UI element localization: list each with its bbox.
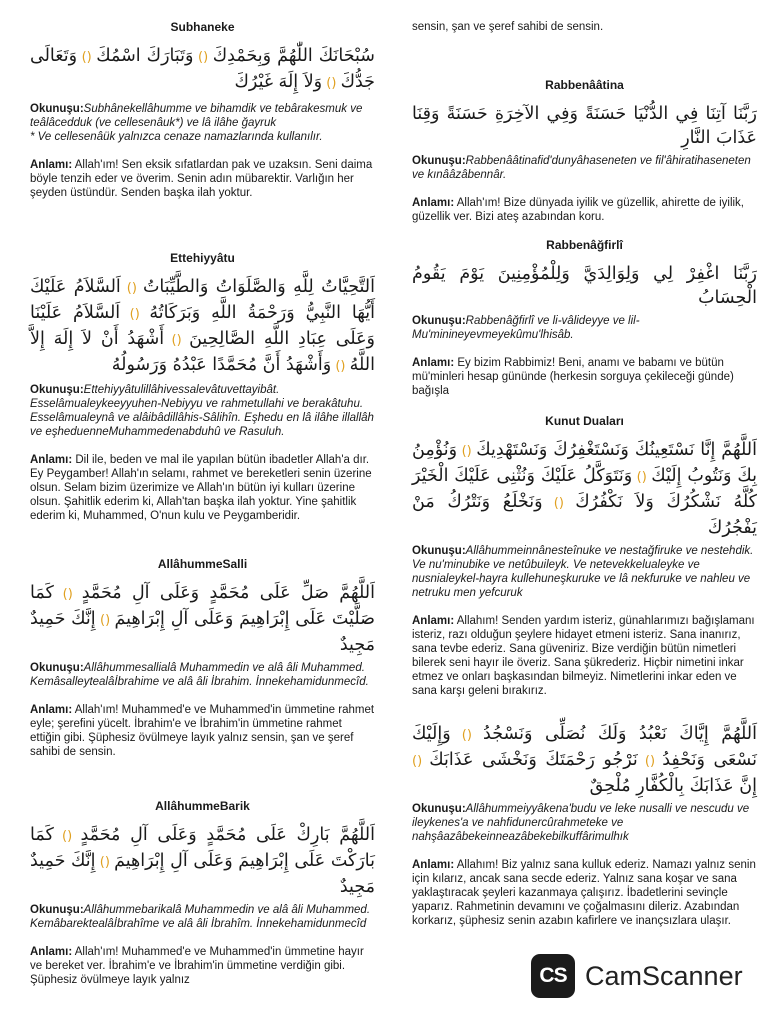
arabic-segment: نَرْجُو رَحْمَتَكَ وَنَخْشَى عَذَابَكَ <box>429 750 638 770</box>
arabic-segment: وَإِلَيْكَ نَسْعَى وَنَحْفِدُ <box>412 724 757 770</box>
okunusu <box>412 314 757 342</box>
section-title: Rabbenââtina <box>545 78 624 92</box>
okunusu-text: Rabbenâğfirlî ve li-vâlideyye ve lil-Mu'minineyevmeyekûmu'lhisâb. <box>412 315 640 341</box>
anlami <box>30 453 375 523</box>
anlami-text: Ey bizim Rabbimiz! Beni, anamı ve babamı ve bütün mü'minleri hesap gününde (herkesin sorguya çekileceği günde) bağışla <box>412 357 734 397</box>
okunusu-label: Okunuşu: <box>412 315 466 327</box>
anlami <box>412 356 757 398</box>
camscanner-logo-icon: CS <box>531 954 575 998</box>
arabic-text <box>30 44 375 96</box>
anlami <box>412 858 757 928</box>
verse-marker-icon: () <box>632 470 652 485</box>
okunusu-label: Okunuşu: <box>30 662 84 674</box>
arabic-segment: اَلسَّلاَمُ عَلَيْنَا وَعَلَى عِبَادِ اللَّهِ الصَّالِحِينَ <box>30 303 375 349</box>
arabic-segment: إِنَّ عَذَابَكَ بِالْكُفَّارِ مُلْحِقٌ <box>589 776 757 796</box>
verse-marker-icon: () <box>542 496 576 511</box>
anlami <box>30 703 375 759</box>
section-title: Ettehiyyâtu <box>170 251 235 265</box>
rabbenaatina-section <box>412 78 757 224</box>
anlami-label: Anlamı: <box>412 615 455 627</box>
okunusu-text: Allâhummesallialâ Muhammedin ve alâ âli Muhammed. Kemâsalleytealâİbrahime ve alâ âli İbrahim. İnnekehamidunmecîd. <box>30 662 369 688</box>
anlami <box>412 196 757 224</box>
okunusu-text: Allâhummebarikalâ Muhammedin ve alâ âli Muhammed. Kemâbarektealâİbrahîme ve alâ âli İbrahîm. İnnekehamidunmecîd <box>30 904 371 930</box>
arabic-segment: اَلسَّلاَمُ عَلَيْكَ أَيُّهَا النَّبِيُّ وَرَحْمَةُ اللَّهِ وَبَرَكَاتُهُ <box>30 277 375 323</box>
anlami-text: Allah'ım! Muhammed'e ve Muhammed'in ümmetine rahmet eyle; şerefini yücelt. İbrahim'e ve İbrahim'in ümmetine rahmet ettiğin gibi. Şüphesiz övülmeye layık yalnız sensin, şan ve şeref sahibi de sensin. <box>30 704 375 758</box>
arabic-segment: اَلتَّحِيَّاتُ لِلَّهِ وَالصَّلَوَاتُ وَالطَّيِّبَاتُ <box>142 277 375 297</box>
arabic-segment: رَبَّنَا اغْفِرْ لِي وَلِوَالِدَيَّ وَلِلْمُؤْمِنِينَ يَوْمَ يَقُومُ الْحِسَابُ <box>412 264 757 308</box>
kunut-section <box>412 414 757 698</box>
okunusu-text: Subhânekellâhumme ve bihamdik ve tebârakesmuk ve teâlâcedduk (ve cellesenâuk*) ve lâ ilâhe ğayruk <box>30 103 363 129</box>
arabic-segment: وَنَتَوَكَّلُ عَلَيْكَ وَنُثْنِى عَلَيْكَ الْخَيْرَ كُلَّهُ نَشْكُرُكَ وَلاَ نَكْفُرُكَ <box>412 466 757 512</box>
verse-marker-icon: () <box>120 307 150 322</box>
anlami <box>30 945 375 987</box>
arabic-segment: اَللَّهُمَّ إِيَّاكَ نَعْبُدُ وَلَكَ نُصَلِّى وَنَسْجُدُ <box>483 724 757 744</box>
verse-marker-icon: () <box>95 613 115 628</box>
arabic-segment: اَللَّهُمَّ بَارِكْ عَلَى مُحَمَّدٍ وَعَلَى آلِ مُحَمَّدٍ <box>80 825 375 845</box>
anlami-label: Anlamı: <box>30 704 73 716</box>
arabic-text <box>412 102 757 150</box>
anlami <box>412 614 757 698</box>
anlami-text: Allahım! Biz yalnız sana kulluk ederiz. Namazı yalnız senin için kılarız, ancak sana secde ederiz. Yalnız sana koşar ve sana yaklaştıracak şeyleri kazanmaya çalışırız. İbadetlerini sevinçle yaparız. Rahmetinin devamını ve çoğalmasını dileriz. Azabından korkarız, şüphesiz senin azabın kafirlere ve inançsızlara ulaşır. <box>412 859 756 927</box>
anlami-label: Anlamı: <box>412 859 455 871</box>
anlami-text: Dil ile, beden ve mal ile yapılan bütün ibadetler Allah'a dır. Ey Peygamber! Allah'ın selamı, rahmet ve bereketleri senin üzerine olsun. Selam bizim üzerimize ve Allah'ın bütün iyi kulları üzerine olsun. Şahitlik ederim ki, Allah'tan başka ilah yoktur. Yine şahitlik ederim ki, Muhammed, O'nun kulu ve Peygamberidir. <box>30 454 372 522</box>
arabic-segment: سُبْحَانَكَ اللّٰهُمَّ وَبِحَمْدِكَ <box>212 46 375 66</box>
section-title: AllâhummeBarik <box>155 799 250 813</box>
verse-marker-icon: () <box>457 444 477 459</box>
camscanner-name: CamScanner <box>585 960 743 991</box>
continuation-text <box>412 20 757 34</box>
verse-marker-icon: () <box>53 587 82 602</box>
okunusu <box>30 661 375 689</box>
anlami-text: Allahım! Senden yardım isteriz, günahlarımızı bağışlamanı isteriz, razı olduğun şeylere hidayet etmeni isteriz. Sana inanırız, sana tevbe ederiz. Sana güveniriz. Bize verdiğin bütün nimetleri bilerek seni hayır ile överiz. Sana şükrederiz. Hiçbir nimetini inkar etmez ve onları başkasından bilmeyiz. Nimetlerini inkar eden ve sana karşı geleni bırakırız. <box>412 615 755 697</box>
anlami-label: Anlamı: <box>412 197 455 209</box>
verse-marker-icon: () <box>164 333 190 348</box>
allahummebarik-section <box>30 799 375 987</box>
arabic-text <box>412 722 757 798</box>
section-title: Subhaneke <box>170 20 235 34</box>
okunusu <box>30 383 375 439</box>
arabic-segment: وَأَشْهَدُ أَنَّ مُحَمَّدًا عَبْدُهُ وَرَسُولُهُ <box>111 355 332 375</box>
okunusu <box>412 154 757 182</box>
okunusu-label: Okunuşu: <box>30 103 84 115</box>
arabic-segment: إِنَّكَ حَمِيدٌ مَجِيدٌ <box>30 609 375 655</box>
arabic-text <box>30 581 375 657</box>
arabic-text <box>412 438 757 540</box>
verse-marker-icon: () <box>120 281 143 296</box>
okunusu-text: Allâhummeiyyâkena'budu ve leke nusalli ve nescudu ve ileykenes'a ve nahfidunercûrahmeteke ve nahşâazâbekeinneazâbekebilkuffârimulhık <box>412 803 750 843</box>
footnote <box>30 130 375 144</box>
arabic-segment: أَشْهَدُ أَنْ لاَ إِلَهَ إِلاَّ اللَّهُ <box>30 329 375 375</box>
anlami-text: Allah'ım! Muhammed'e ve Muhammed'in ümmetine hayır ve bereket ver. İbrahim'e ve İbrahim'in ümmetine verdiğin gibi. Şüphesiz övülmeye layık yalnız <box>30 946 364 986</box>
verse-marker-icon: () <box>95 855 115 870</box>
arabic-segment: إِنَّكَ حَمِيدٌ مَجِيدٌ <box>30 851 375 897</box>
arabic-text <box>30 823 375 899</box>
continuation: sensin, şan ve şeref sahibi de sensin. <box>412 21 604 33</box>
arabic-segment: اَللَّهُمَّ إِنَّا نَسْتَعِينُكَ وَنَسْتَغْفِرُكَ وَنَسْتَهْدِيكَ <box>476 440 757 460</box>
arabic-text <box>30 275 375 379</box>
verse-marker-icon: () <box>637 754 663 769</box>
okunusu <box>30 102 375 130</box>
rabbenagfirli-section <box>412 238 757 398</box>
anlami-label: Anlamı: <box>30 454 73 466</box>
okunusu <box>412 802 757 844</box>
okunusu-label: Okunuşu: <box>30 904 84 916</box>
anlami-label: Anlamı: <box>30 159 73 171</box>
anlami-text: Allah'ım! Sen eksik sıfatlardan pak ve uzaksın. Seni daima böyle tenzih eder ve överim. Senin adın mübarektir. Varlığın her şeyden üstündür. Senden başka ilah yoktur. <box>30 159 373 199</box>
subhaneke-section <box>30 20 375 200</box>
okunusu-label: Okunuşu: <box>412 545 466 557</box>
arabic-segment: كَمَا بَارَكْتَ عَلَى إِبْرَاهِيمَ وَعَلَى آلِ إِبْرَاهِيمَ <box>30 825 375 871</box>
verse-marker-icon: () <box>322 76 341 91</box>
okunusu-text: Allâhummeinnânesteînuke ve nestağfiruke ve nestehdik. Ve nu'minubike ve netûbuileyk. Ve netevekkelualeyke ve nusnialeykel-hayra kullehuneşkuruke ve lâ nekfuruke ve nahleu ve netruku men yefcuruk <box>412 545 754 599</box>
okunusu <box>30 903 375 931</box>
ettehiyyatu-section <box>30 251 375 523</box>
arabic-segment: وَتَبَارَكَ اسْمُكَ <box>96 46 194 66</box>
okunusu-label: Okunuşu: <box>30 384 84 396</box>
verse-marker-icon: () <box>331 359 350 374</box>
allahummesalli-section <box>30 557 375 759</box>
verse-marker-icon: () <box>412 754 430 769</box>
arabic-segment: كَمَا صَلَّيْتَ عَلَى إِبْرَاهِيمَ وَعَلَى آلِ إِبْرَاهِيمَ <box>30 583 375 629</box>
verse-marker-icon: () <box>53 829 81 844</box>
arabic-segment: وَلاَ إِلَهَ غَيْرُكَ <box>234 72 323 92</box>
okunusu-label: Okunuşu: <box>412 155 466 167</box>
okunusu-text: Rabbenââtinafid'dunyâhaseneten ve fil'âhiratihaseneten ve kınââzâbennâr. <box>412 155 751 181</box>
arabic-segment: وَنُؤْمِنُ بِكَ وَنَتُوبُ إِلَيْكَ <box>412 440 757 486</box>
verse-marker-icon: () <box>77 50 97 65</box>
verse-marker-icon: () <box>450 728 484 743</box>
section-title: AllâhummeSalli <box>157 557 248 571</box>
section-title: Kunut Duaları <box>545 414 624 428</box>
verse-marker-icon: () <box>193 50 213 65</box>
footnote-text: * Ve cellesenâük yalnızca cenaze namazlarında kullanılır. <box>30 131 323 143</box>
kunut2-section <box>412 722 757 928</box>
arabic-segment: رَبَّنَا آتِنَا فِي الدُّنْيَا حَسَنَةً وَفِي الآخِرَةِ حَسَنَةً وَقِنَا عَذَابَ النَّارِ <box>412 104 757 148</box>
okunusu-text: Ettehiyyâtulillâhivessalevâtuvettayibât. Esselâmualeykeeyyuhen-Nebiyyu ve rahmetullahi ve berakâtuhu. Esselâmualeynâ ve alâibâdillâhis-Sâlihîn. Eşhedu en lâ ilâhe illallâh ve eşheduenneMuhammedenabduhû ve Rasuluh. <box>30 384 374 438</box>
section-title: Rabbenâğfirlî <box>546 238 623 252</box>
arabic-segment: وَنَخْلَعُ وَنَتْرُكُ مَنْ يَفْجُرُكَ <box>412 492 757 538</box>
camscanner-watermark <box>531 953 746 999</box>
anlami-text: Allah'ım! Bize dünyada iyilik ve güzellik, ahirette de iyilik, güzellik ver. Bizi ateş azabından koru. <box>412 197 745 223</box>
arabic-segment: وَتَعَالَى جَدُّكَ <box>30 46 375 92</box>
arabic-text <box>412 262 757 310</box>
anlami-label: Anlamı: <box>30 946 73 958</box>
okunusu <box>412 544 757 600</box>
okunusu-label: Okunuşu: <box>412 803 466 815</box>
anlami <box>30 158 375 200</box>
anlami-label: Anlamı: <box>412 357 455 369</box>
arabic-segment: اَللَّهُمَّ صَلِّ عَلَى مُحَمَّدٍ وَعَلَى آلِ مُحَمَّدٍ <box>81 583 375 603</box>
